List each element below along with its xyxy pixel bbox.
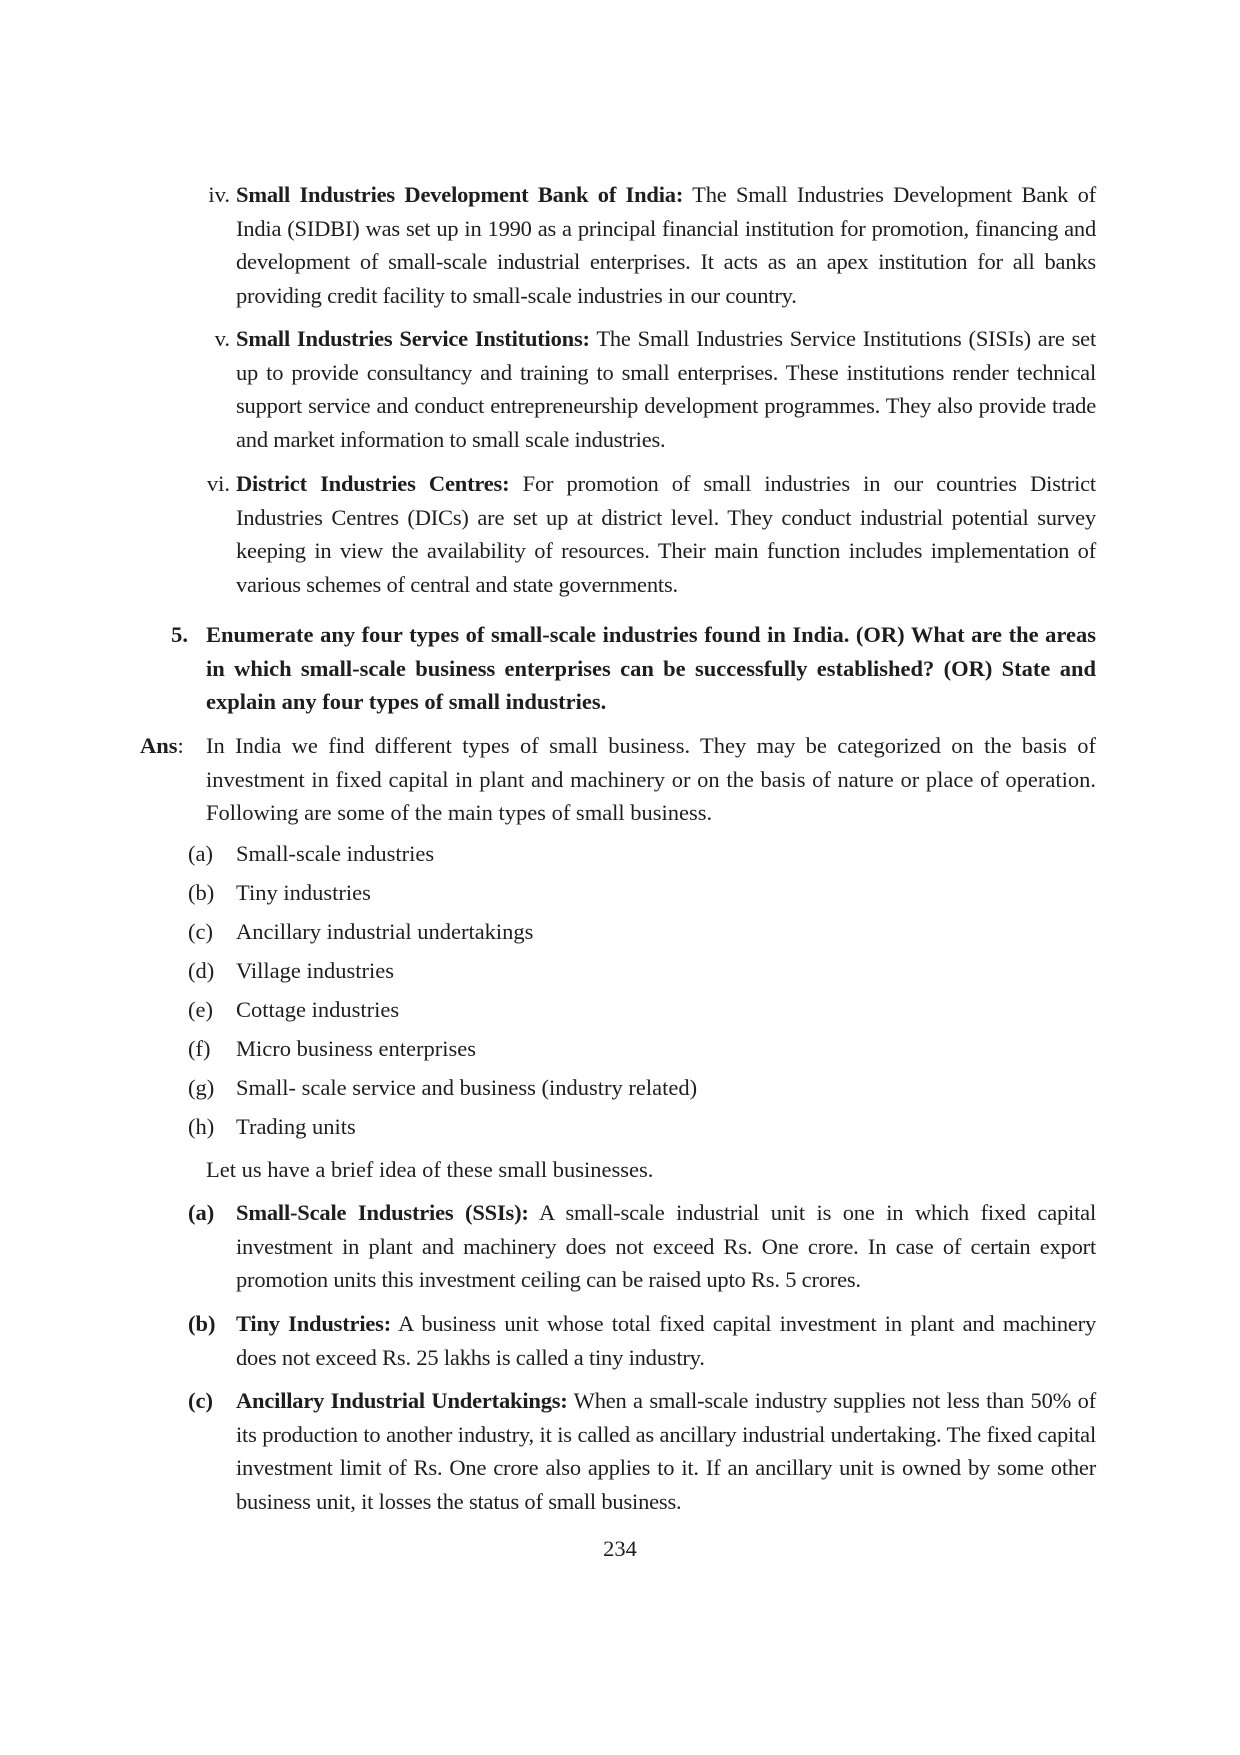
list-marker: (h)	[188, 1114, 215, 1139]
list-marker: (c)	[188, 919, 213, 944]
list-item: Cottage industries	[236, 997, 400, 1022]
list-item: Trading units	[236, 1114, 356, 1139]
item-text: The Small Industries Service Institutions (SISIs) are set up to provide consultancy and training to small enterprises. These institutions render technical support service and conduct entrepreneurship development programmes. They also provide trade and market information to small scale industries.	[236, 326, 1096, 452]
answer-label: Ans:	[140, 733, 184, 758]
list-marker: (b)	[188, 880, 215, 905]
detail-text: A small-scale industrial unit is one in which fixed capital investment in plant and machinery does not exceed Rs. One crore. In case of certain export promotion units this investment ceiling can be raised upto Rs. 5 crores.	[236, 1200, 1096, 1292]
lead-sentence: Let us have a brief idea of these small businesses.	[206, 1157, 654, 1182]
page-number: 234	[603, 1536, 637, 1561]
list-marker: (g)	[188, 1075, 215, 1100]
list-item: Village industries	[236, 958, 394, 983]
item-paragraph-sisi	[236, 322, 1096, 456]
list-marker: (d)	[188, 958, 215, 983]
detail-heading: Small-Scale Industries (SSIs):	[236, 1200, 529, 1225]
list-item: Micro business enterprises	[236, 1036, 476, 1061]
item-marker: v.	[214, 326, 230, 351]
list-marker: (e)	[188, 997, 213, 1022]
item-paragraph-sidbi	[236, 178, 1096, 312]
question-number: 5.	[171, 622, 188, 647]
item-marker: iv.	[208, 182, 230, 207]
answer-intro: In India we find different types of small business. They may be categorized on the basis of investment in fixed capital in plant and machinery or on the basis of nature or place of operation. Following are some of the main types of small business.	[206, 733, 1096, 825]
detail-marker: (b)	[188, 1311, 216, 1336]
item-heading: Small Industries Development Bank of India:	[236, 182, 684, 207]
item-text: For promotion of small industries in our countries District Industries Centres (DICs) are set up at district level. They conduct industrial potential survey keeping in view the availability of resources. Their main function includes implementation of various schemes of central and state governments.	[236, 471, 1096, 597]
item-heading: Small Industries Service Institutions:	[236, 326, 590, 351]
list-item: Small-scale industries	[236, 841, 435, 866]
list-item: Small- scale service and business (industry related)	[236, 1075, 698, 1100]
list-marker: (a)	[188, 841, 213, 866]
detail-heading: Ancillary Industrial Undertakings:	[236, 1388, 568, 1413]
detail-marker: (a)	[188, 1200, 215, 1225]
list-item: Tiny industries	[236, 880, 371, 905]
detail-paragraph-ssi	[236, 1196, 1096, 1297]
item-paragraph-dic	[236, 467, 1096, 601]
detail-heading: Tiny Industries:	[236, 1311, 392, 1336]
item-marker: vi.	[206, 471, 230, 496]
question-text: Enumerate any four types of small-scale industries found in India. (OR) What are the areas in which small-scale business enterprises can be successfully established? (OR) State and explain any four types of small industries.	[206, 622, 1096, 714]
detail-text: A business unit whose total fixed capital investment in plant and machinery does not exceed Rs. 25 lakhs is called a tiny industry.	[236, 1311, 1097, 1370]
detail-text: When a small-scale industry supplies not less than 50% of its production to another industry, it is called as ancillary industrial undertaking. The fixed capital investment limit of Rs. One crore also applies to it. If an ancillary unit is owned by some other business unit, it losses the status of small business.	[236, 1388, 1096, 1514]
detail-paragraph-ancillary	[236, 1384, 1096, 1518]
detail-paragraph-tiny	[236, 1307, 1096, 1374]
item-text: The Small Industries Development Bank of India (SIDBI) was set up in 1990 as a principal financial institution for promotion, financing and development of small-scale industrial enterprises. It acts as an apex institution for all banks providing credit facility to small-scale industries in our country.	[236, 182, 1096, 308]
item-heading: District Industries Centres:	[236, 471, 510, 496]
detail-marker: (c)	[188, 1388, 213, 1413]
list-item: Ancillary industrial undertakings	[236, 919, 534, 944]
list-marker: (f)	[188, 1036, 211, 1061]
